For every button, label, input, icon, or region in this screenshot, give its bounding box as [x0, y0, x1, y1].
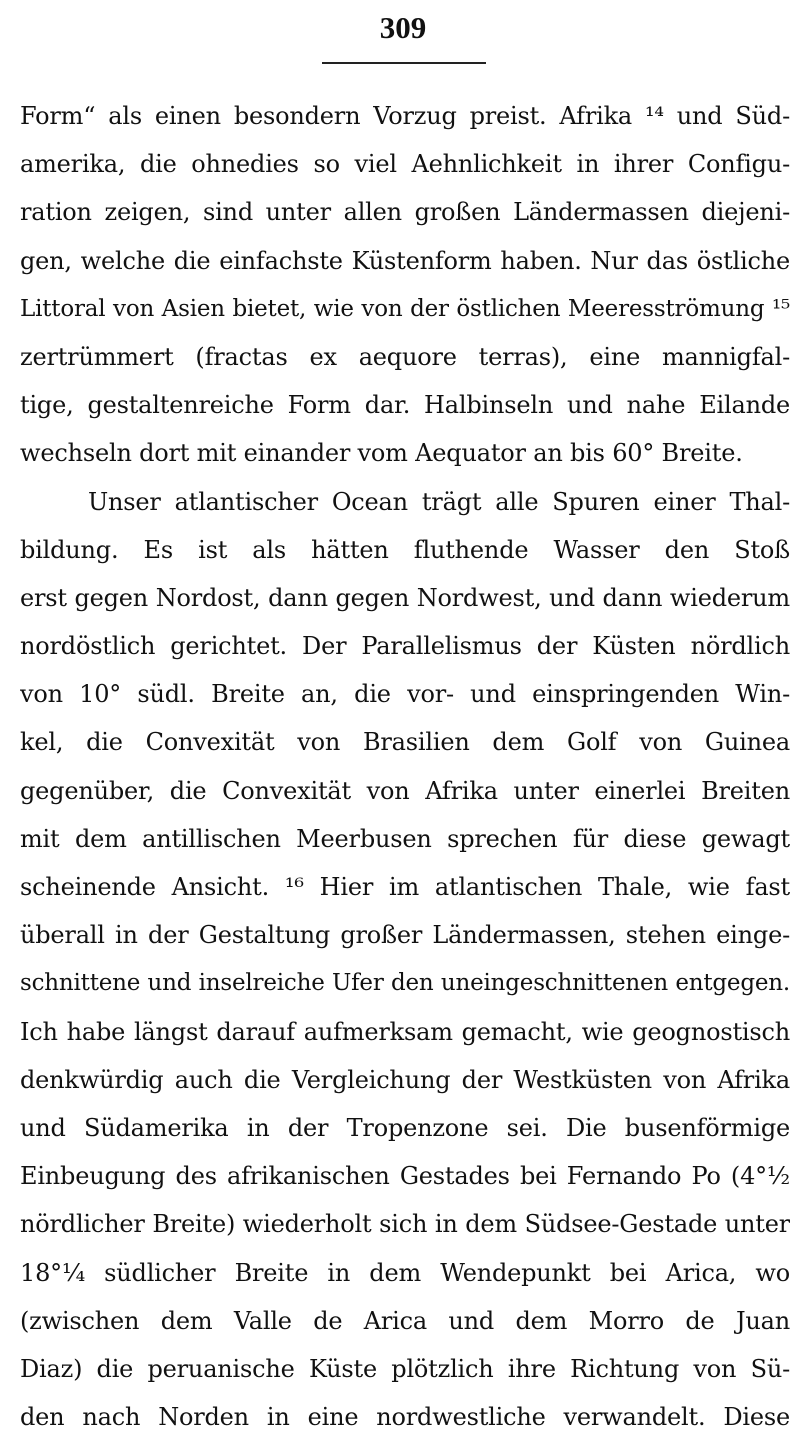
text-line: und Südamerika in der Tropenzone sei. Die busenförmige — [20, 1113, 790, 1142]
text-line: erst gegen Nordost, dann gegen Nordwest, und dann wiederum — [20, 583, 790, 612]
text-line: mit dem antillischen Meerbusen sprechen für diese gewagt — [20, 824, 790, 853]
header-rule — [322, 62, 486, 64]
text-line: Littoral von Asien bietet, wie von der östlichen Meeresströmung ¹⁵ — [20, 295, 790, 322]
text-line: (zwischen dem Valle de Arica und dem Morro de Juan — [20, 1306, 790, 1335]
body-text — [20, 92, 790, 1441]
text-line: scheinende Ansicht. ¹⁶ Hier im atlantischen Thale, wie fast — [20, 873, 790, 901]
text-line: Form“ als einen besondern Vorzug preist. Afrika ¹⁴ und Süd- — [20, 102, 790, 130]
text-line: den nach Norden in eine nordwestliche verwandelt. Diese — [20, 1403, 790, 1432]
text-line: 18°¼ südlicher Breite in dem Wendepunkt bei Arica, wo — [20, 1258, 790, 1287]
text-line: Unser atlantischer Ocean trägt alle Spuren einer Thal- — [88, 487, 790, 516]
text-line: schnittene und inselreiche Ufer den uneingeschnittenen entgegen. — [20, 970, 790, 997]
page-number: 309 — [379, 10, 427, 45]
text-line: tige, gestaltenreiche Form dar. Halbinseln und nahe Eilande — [20, 391, 790, 420]
text-line: Ich habe längst darauf aufmerksam gemacht, wie geognostisch — [20, 1017, 790, 1046]
text-line: amerika, die ohnedies so viel Aehnlichkeit in ihrer Configu- — [20, 150, 790, 179]
text-line: gegenüber, die Convexität von Afrika unter einerlei Breiten — [20, 776, 790, 805]
text-line: bildung. Es ist als hätten fluthende Wasser den Stoß — [20, 535, 790, 564]
text-line: nordöstlich gerichtet. Der Parallelismus der Küsten nördlich — [20, 632, 790, 661]
text-line: wechseln dort mit einander vom Aequator an bis 60° Breite. — [20, 439, 743, 468]
text-line: überall in der Gestaltung großer Ländermassen, stehen einge- — [20, 921, 790, 950]
text-line: ration zeigen, sind unter allen großen Ländermassen diejeni- — [20, 198, 790, 227]
text-line: kel, die Convexität von Brasilien dem Golf von Guinea — [20, 728, 790, 757]
text-line: denkwürdig auch die Vergleichung der Westküsten von Afrika — [20, 1065, 790, 1094]
text-line: gen, welche die einfachste Küstenform haben. Nur das östliche — [20, 246, 790, 275]
text-line: nördlicher Breite) wiederholt sich in dem Südsee-Gestade unter — [20, 1210, 790, 1239]
text-line: Diaz) die peruanische Küste plötzlich ihre Richtung von Sü- — [20, 1354, 790, 1383]
text-line: Einbeugung des afrikanischen Gestades bei Fernando Po (4°½ — [20, 1162, 790, 1191]
text-line: von 10° südl. Breite an, die vor- und einspringenden Win- — [20, 680, 790, 709]
text-line: zertrümmert (fractas ex aequore terras), eine mannigfal- — [20, 342, 790, 371]
